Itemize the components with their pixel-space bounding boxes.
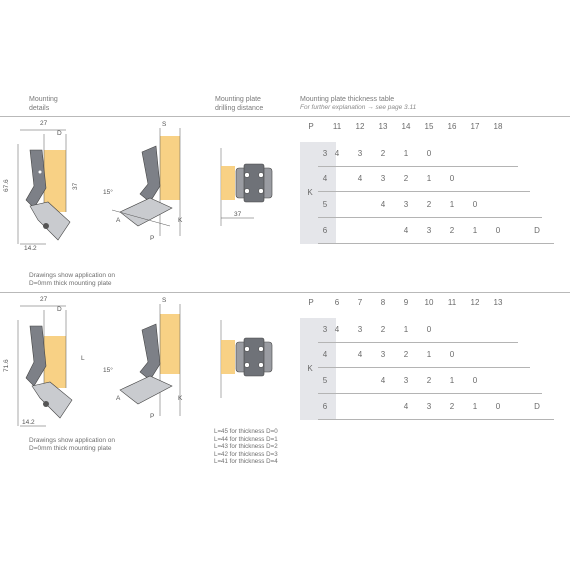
row-divider: [318, 243, 554, 244]
table-cell: 3: [380, 350, 386, 359]
k-value: 6: [322, 402, 328, 411]
thickness-table-2: [300, 298, 550, 428]
table-cell: 4: [403, 402, 409, 411]
k-value: 4: [322, 350, 328, 359]
l-thickness-list: [214, 428, 278, 466]
p-value: 7: [357, 298, 363, 307]
table-cell: 1: [449, 200, 455, 209]
row-divider: [318, 191, 530, 192]
plate-drawing-bottom: [212, 320, 282, 400]
l-item: L=44 for thickness D=1: [214, 435, 278, 443]
table-cell: 2: [403, 350, 409, 359]
dim-27-top: 27: [40, 120, 48, 127]
dim-37-plate: 37: [234, 211, 242, 218]
k-value: 6: [322, 226, 328, 235]
p-value: 14: [401, 122, 411, 131]
table-cell: 0: [472, 376, 478, 385]
k-value: 3: [322, 325, 328, 334]
table-cell: 1: [472, 226, 478, 235]
dim-27-bottom: 27: [40, 296, 48, 303]
row-divider: [318, 217, 542, 218]
p-value: 11: [447, 298, 457, 307]
dim-L-bottom: L: [81, 355, 85, 362]
table-cell: 2: [426, 200, 432, 209]
p-value: 16: [447, 122, 457, 131]
hinge-drawing-top-left: [0, 116, 210, 256]
p-value: 8: [380, 298, 386, 307]
dim-142-bottom: 14.2: [22, 419, 35, 426]
k-value: 4: [322, 174, 328, 183]
table-cell: 4: [357, 174, 363, 183]
dim-15deg-bottom: 15°: [103, 367, 113, 374]
table-cell: 1: [426, 174, 432, 183]
drilling-distance-header: Mounting plate drilling distance: [215, 96, 264, 112]
thickness-table-note: For further explanation → see page 3.11: [300, 104, 417, 111]
p-value: 18: [493, 122, 503, 131]
table-cell: 3: [426, 402, 432, 411]
k-label: K: [307, 364, 313, 373]
mounting-details-header: Mounting details: [29, 96, 58, 112]
dim-S-bottom: S: [162, 297, 167, 304]
table-cell: 0: [472, 200, 478, 209]
l-item: L=43 for thickness D=2: [214, 443, 278, 451]
note-bottom: Drawings show application on D=0mm thick mounting plate: [29, 437, 115, 452]
table-cell: 4: [380, 376, 386, 385]
table-cell: 2: [380, 325, 386, 334]
dim-716: 71.6: [3, 359, 10, 372]
dim-676: 67.6: [3, 179, 10, 192]
hinge-drawing-bottom-left: [0, 292, 210, 432]
d-label: D: [534, 226, 540, 235]
l-item: L=42 for thickness D=3: [214, 450, 278, 458]
l-item: L=45 for thickness D=0: [214, 428, 278, 435]
table-cell: 1: [472, 402, 478, 411]
table-cell: 4: [380, 200, 386, 209]
table-cell: 0: [426, 325, 432, 334]
table-cell: 0: [449, 350, 455, 359]
p-value: 11: [332, 122, 342, 131]
table-cell: 2: [380, 149, 386, 158]
table-cell: 1: [403, 149, 409, 158]
k-value: 5: [322, 200, 328, 209]
d-label: D: [534, 402, 540, 411]
row-divider: [318, 419, 554, 420]
l-item: L=41 for thickness D=4: [214, 458, 278, 466]
p-value: 13: [378, 122, 388, 131]
dim-D-bottom: D: [57, 306, 62, 313]
k-label: K: [307, 188, 313, 197]
p-value: 10: [424, 298, 434, 307]
dim-D-top: D: [57, 130, 62, 137]
table-cell: 3: [403, 376, 409, 385]
dim-A-top: A: [116, 217, 121, 224]
table-cell: 0: [426, 149, 432, 158]
table-cell: 4: [403, 226, 409, 235]
table-cell: 0: [495, 402, 501, 411]
table-cell: 2: [449, 402, 455, 411]
table-cell: 4: [334, 149, 340, 158]
row-divider: [318, 342, 518, 343]
p-value: 9: [403, 298, 409, 307]
p-label: P: [308, 298, 314, 307]
table-cell: 0: [495, 226, 501, 235]
table-cell: 3: [380, 174, 386, 183]
table-cell: 1: [426, 350, 432, 359]
dim-A-bottom: A: [116, 395, 121, 402]
table-cell: 4: [334, 325, 340, 334]
table-cell: 0: [449, 174, 455, 183]
dim-15deg-top: 15°: [103, 189, 113, 196]
p-value: 12: [470, 298, 480, 307]
dim-S-top: S: [162, 121, 167, 128]
table-cell: 3: [357, 149, 363, 158]
dim-P-bottom: P: [150, 413, 155, 420]
p-label: P: [308, 122, 314, 131]
p-value: 17: [470, 122, 480, 131]
dim-K-bottom: K: [178, 395, 183, 402]
table-cell: 1: [449, 376, 455, 385]
dim-142-top: 14.2: [24, 245, 37, 252]
p-value: 6: [334, 298, 340, 307]
thickness-table-header: Mounting plate thickness table: [300, 96, 395, 103]
table-cell: 1: [403, 325, 409, 334]
dim-K-top: K: [178, 217, 183, 224]
table-cell: 2: [426, 376, 432, 385]
dim-P-top: P: [150, 235, 155, 242]
table-cell: 4: [357, 350, 363, 359]
row-divider: [318, 166, 518, 167]
table-cell: 3: [357, 325, 363, 334]
p-value: 15: [424, 122, 434, 131]
k-value: 5: [322, 376, 328, 385]
thickness-table-1: [300, 122, 550, 252]
k-value: 3: [322, 149, 328, 158]
plate-drawing-top: [212, 148, 282, 228]
note-top: Drawings show application on D=0mm thick mounting plate: [29, 272, 115, 287]
row-divider: [318, 367, 530, 368]
p-value: 12: [355, 122, 365, 131]
table-cell: 3: [403, 200, 409, 209]
p-value: 13: [493, 298, 503, 307]
row-divider: [318, 393, 542, 394]
table-cell: 2: [449, 226, 455, 235]
table-cell: 3: [426, 226, 432, 235]
table-cell: 2: [403, 174, 409, 183]
dim-37-vertical: 37: [72, 182, 79, 190]
